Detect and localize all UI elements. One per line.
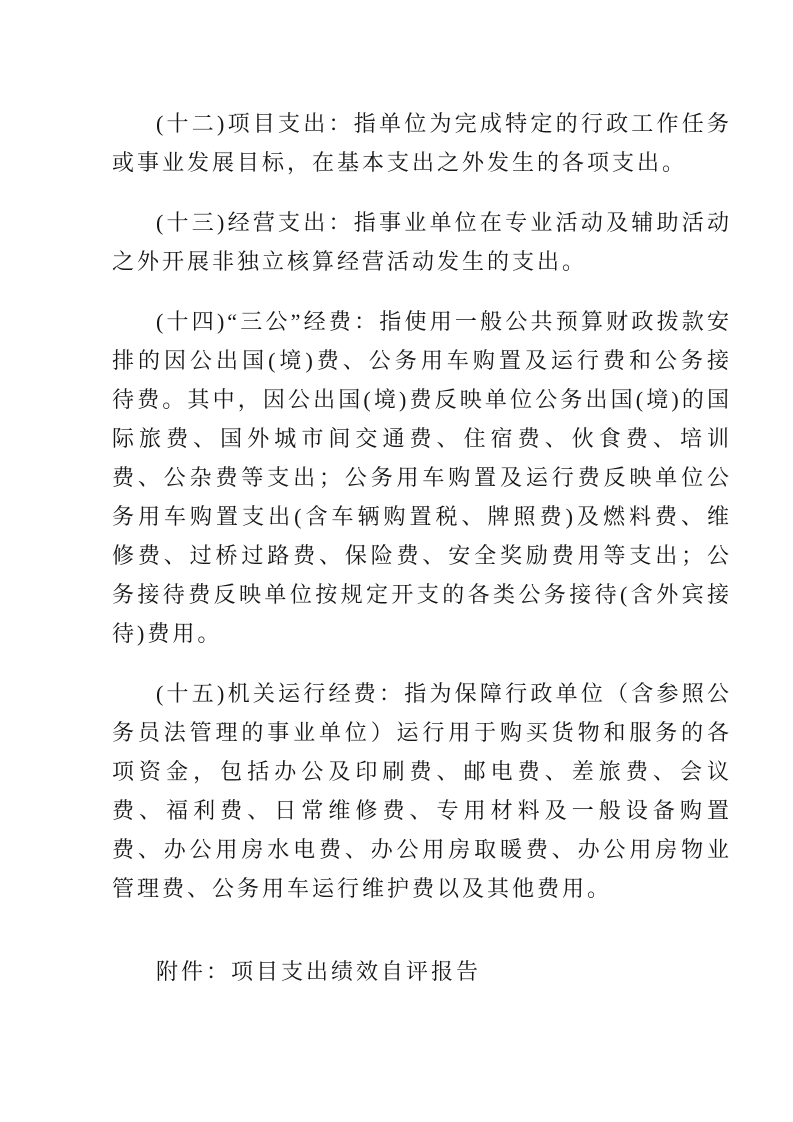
paragraph-item-15: (十五)机关运行经费：指为保障行政单位（含参照公务员法管理的事业单位）运行用于购买货物和服务的各项资金，包括办公及印刷费、邮电费、差旅费、会议费、福利费、日常维修费、专用材料及一般设备购置费、办公用房水电费、办公用房取暖费、办公用房物业管理费、公务用车运行维护费以及其他费用。: [112, 681, 732, 901]
attachment-note: 附件：项目支出绩效自评报告: [156, 959, 482, 984]
paragraph-item-12: (十二)项目支出：指单位为完成特定的行政工作任务或事业发展目标，在基本支出之外发生的各项支出。: [112, 111, 732, 175]
paragraph-item-14: (十四)“三公”经费：指使用一般公共预算财政拨款安排的因公出国(境)费、公务用车购置及运行费和公务接待费。其中，因公出国(境)费反映单位公务出国(境)的国际旅费、国外城市间交通费、住宿费、伙食费、培训费、公杂费等支出；公务用车购置及运行费反映单位公务用车购置支出(含车辆购置税、牌照费)及燃料费、维修费、过桥过路费、保险费、安全奖励费用等支出；公务接待费反映单位按规定开支的各类公务接待(含外宾接待)费用。: [112, 309, 732, 646]
paragraph-item-13: (十三)经营支出：指事业单位在专业活动及辅助活动之外开展非独立核算经营活动发生的支出。: [112, 210, 732, 274]
document-body: [112, 104, 732, 991]
